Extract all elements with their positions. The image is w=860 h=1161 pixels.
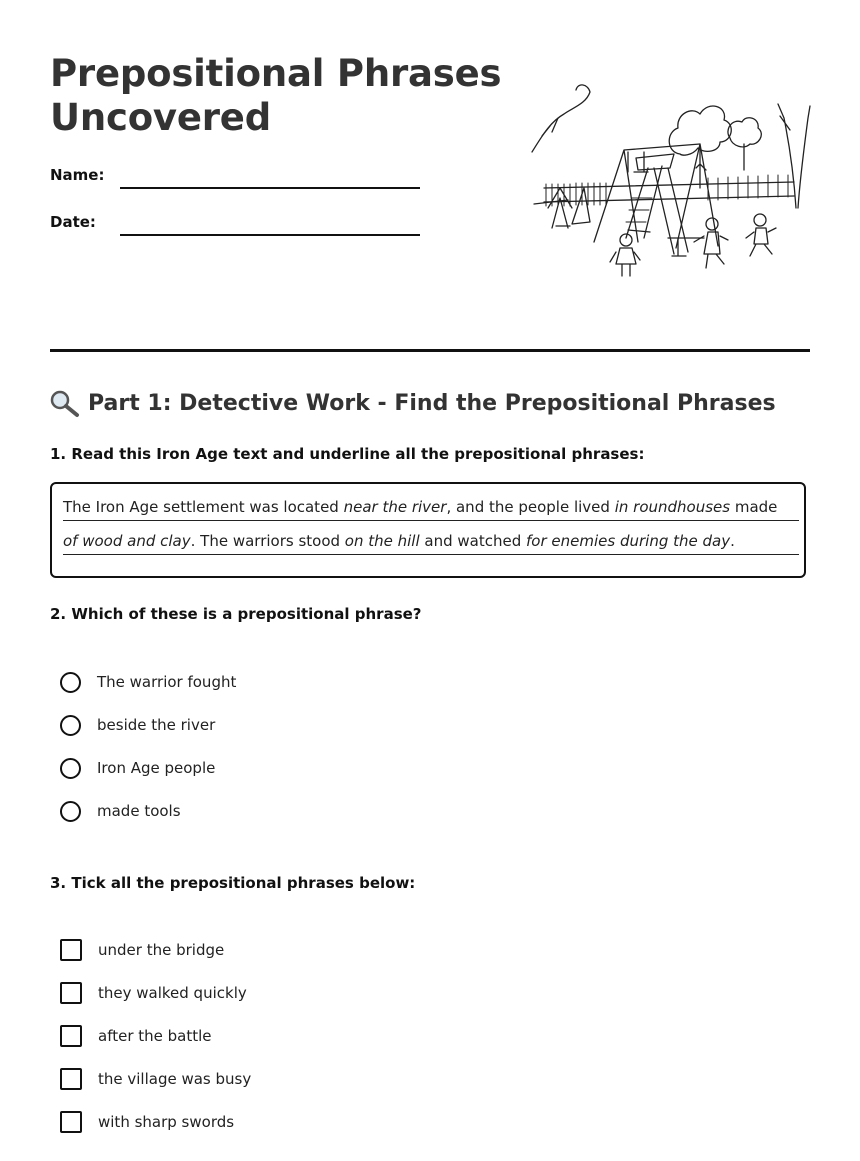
radio-circle[interactable] — [60, 801, 81, 822]
radio-circle[interactable] — [60, 758, 81, 779]
checkbox[interactable] — [60, 982, 82, 1004]
radio-option-label: made tools — [97, 802, 181, 820]
checkbox-option-label: the village was busy — [98, 1070, 252, 1088]
radio-circle[interactable] — [60, 672, 81, 693]
date-field[interactable] — [120, 234, 420, 236]
checkbox-option[interactable] — [60, 980, 247, 1006]
name-field[interactable] — [120, 187, 420, 189]
radio-option-label: Iron Age people — [97, 759, 216, 777]
checkbox-option-label: they walked quickly — [98, 984, 247, 1002]
checkbox-option[interactable] — [60, 1109, 234, 1135]
text-segment: , and the people lived — [446, 498, 615, 516]
iron-age-text-box — [50, 482, 806, 578]
checkbox-option-label: after the battle — [98, 1027, 212, 1045]
checkbox[interactable] — [60, 1025, 82, 1047]
checkbox-option-label: with sharp swords — [98, 1113, 235, 1131]
radio-circle[interactable] — [60, 715, 81, 736]
playground-illustration — [528, 78, 812, 284]
radio-option[interactable] — [60, 712, 215, 738]
magnifying-glass-icon — [50, 390, 80, 418]
question-1-prompt: 1. Read this Iron Age text and underline all the prepositional phrases: — [50, 445, 645, 463]
prepositional-phrase: for enemies during the day — [526, 532, 731, 550]
checkbox-option[interactable] — [60, 1066, 251, 1092]
prepositional-phrase: near the river — [343, 498, 447, 516]
text-segment: The Iron Age settlement was located — [63, 498, 344, 516]
text-segment: made — [730, 498, 778, 516]
checkbox[interactable] — [60, 1068, 82, 1090]
text-line-2[interactable] — [63, 528, 799, 555]
question-3-prompt: 3. Tick all the prepositional phrases below: — [50, 874, 416, 892]
radio-option[interactable] — [60, 755, 215, 781]
text-segment: and watched — [419, 532, 527, 550]
text-segment: . — [730, 532, 735, 550]
radio-option[interactable] — [60, 669, 236, 695]
title-line-2: Uncovered — [50, 96, 271, 139]
checkbox[interactable] — [60, 939, 82, 961]
checkbox-option-label: under the bridge — [98, 941, 225, 959]
radio-option-label: The warrior fought — [97, 673, 237, 691]
part1-heading-text: Part 1: Detective Work - Find the Prepositional Phrases — [88, 391, 776, 416]
name-label: Name: — [50, 166, 105, 184]
worksheet-title — [50, 52, 510, 140]
part1-heading — [50, 388, 776, 420]
text-line-1[interactable] — [63, 494, 799, 521]
checkbox-option[interactable] — [60, 1023, 212, 1049]
title-line-1: Prepositional Phrases — [50, 52, 502, 95]
checkbox-option[interactable] — [60, 937, 224, 963]
prepositional-phrase: on the hill — [344, 532, 420, 550]
section-divider — [50, 349, 810, 352]
radio-option[interactable] — [60, 798, 181, 824]
prepositional-phrase: of wood and clay — [63, 532, 191, 550]
question-2-prompt: 2. Which of these is a prepositional phrase? — [50, 605, 422, 623]
checkbox[interactable] — [60, 1111, 82, 1133]
prepositional-phrase: in roundhouses — [614, 498, 731, 516]
radio-option-label: beside the river — [97, 716, 216, 734]
date-label: Date: — [50, 213, 96, 231]
text-segment: . The warriors stood — [190, 532, 345, 550]
